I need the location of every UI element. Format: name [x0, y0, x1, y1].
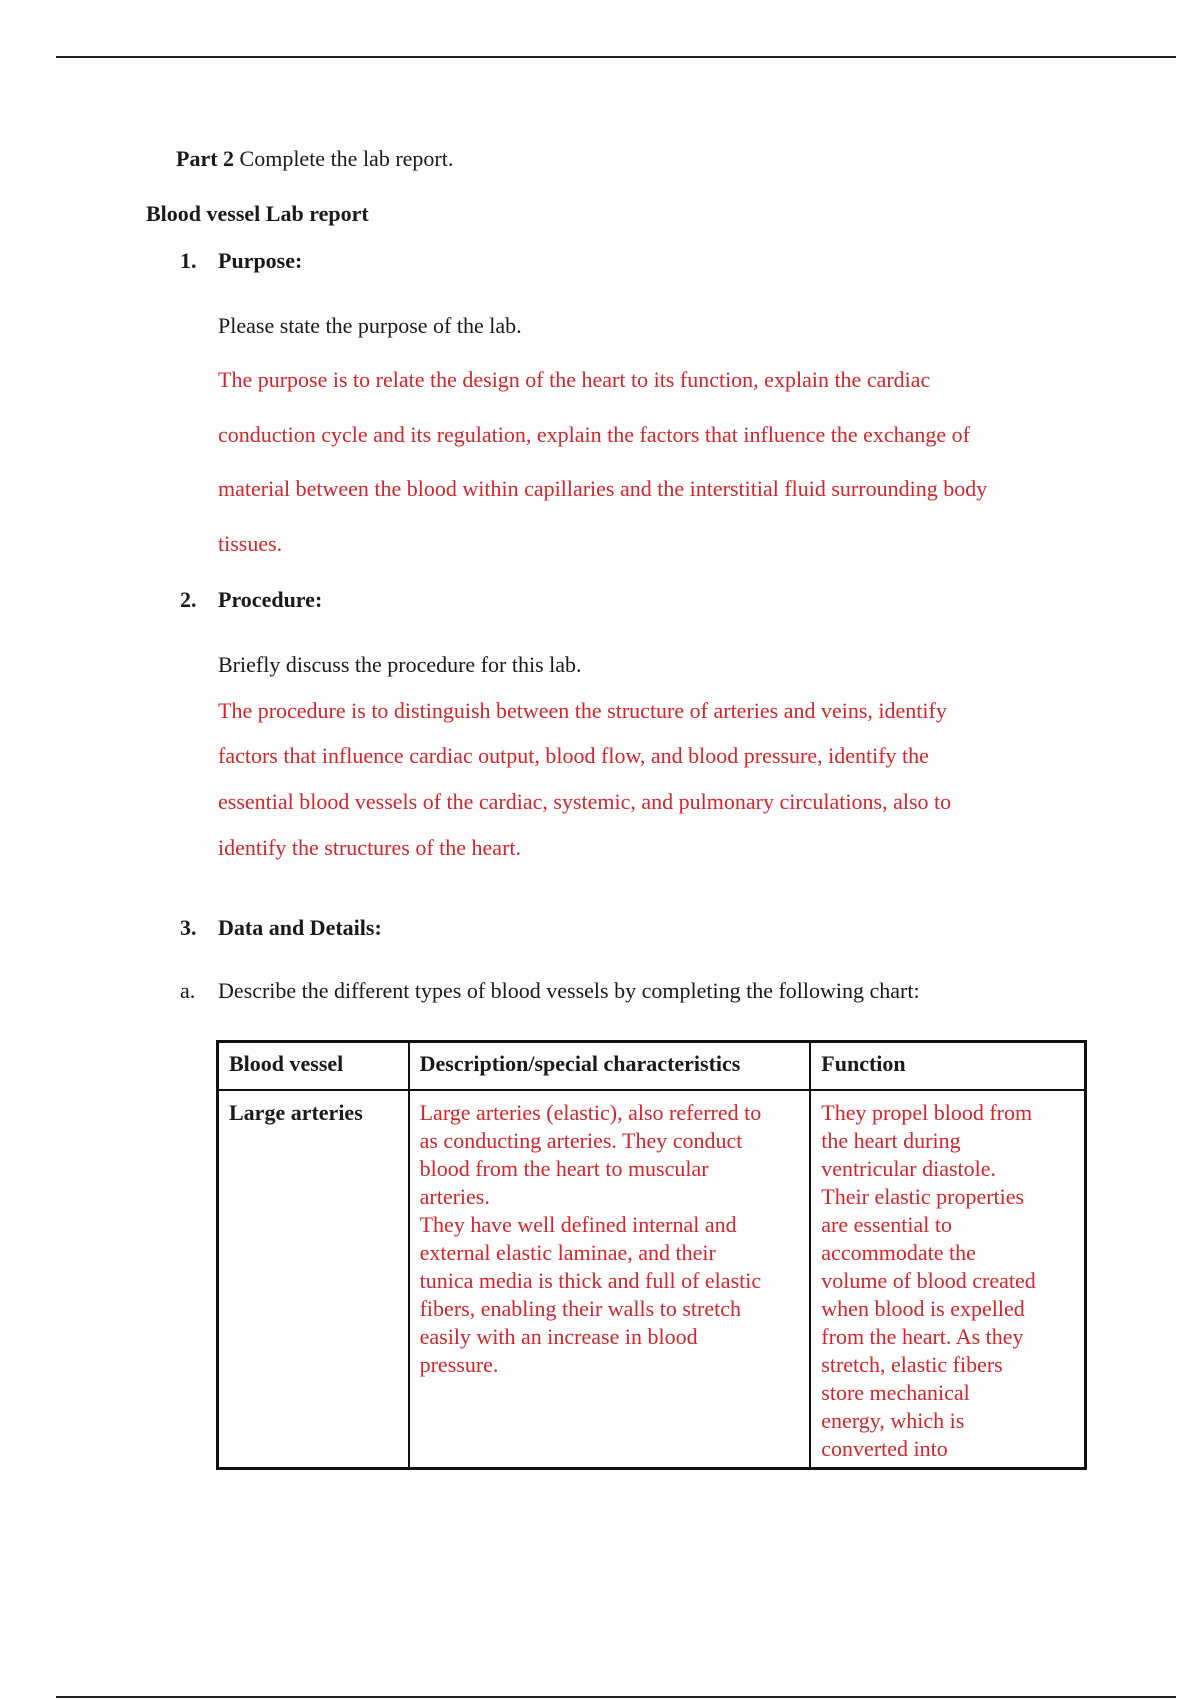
- function-line: energy, which is: [821, 1408, 965, 1433]
- section-heading-data: Data and Details:: [218, 915, 382, 940]
- description-line: easily with an increase in blood: [419, 1324, 698, 1349]
- section-number-data: 3.: [180, 915, 197, 940]
- section-number-purpose: 1.: [180, 248, 197, 273]
- function-line: when blood is expelled: [821, 1296, 1025, 1321]
- description-cell: [409, 1090, 811, 1469]
- item-letter: a.: [180, 978, 196, 1003]
- purpose-answer-line: material between the blood within capillaries and the interstitial fluid surrounding body: [218, 476, 988, 501]
- description-line: Large arteries (elastic), also referred to: [419, 1100, 762, 1125]
- purpose-prompt: Please state the purpose of the lab.: [218, 313, 522, 338]
- section-heading-procedure: Procedure:: [218, 587, 323, 612]
- purpose-answer-line: conduction cycle and its regulation, explain the factors that influence the exchange of: [218, 422, 970, 447]
- purpose-answer-line: tissues.: [218, 531, 283, 556]
- header-rule: [56, 56, 1176, 58]
- description-line: fibers, enabling their walls to stretch: [419, 1296, 741, 1321]
- procedure-answer-line: essential blood vessels of the cardiac, systemic, and pulmonary circulations, also to: [218, 789, 952, 814]
- function-line: converted into: [821, 1436, 948, 1461]
- function-line: are essential to: [821, 1212, 953, 1237]
- description-line: as conducting arteries. They conduct: [419, 1128, 743, 1153]
- procedure-answer-line: identify the structures of the heart.: [218, 835, 522, 860]
- part-label: Part 2: [176, 146, 235, 171]
- function-line: from the heart. As they: [821, 1324, 1024, 1349]
- purpose-answer-line: The purpose is to relate the design of the heart to its function, explain the cardiac: [218, 367, 931, 392]
- procedure-prompt: Briefly discuss the procedure for this lab.: [218, 652, 582, 677]
- function-line: Their elastic properties: [821, 1184, 1025, 1209]
- procedure-answer-line: The procedure is to distinguish between the structure of arteries and veins, identify: [218, 698, 947, 723]
- function-line: ventricular diastole.: [821, 1156, 997, 1181]
- part-instruction: [176, 146, 453, 172]
- description-line: external elastic laminae, and their: [419, 1240, 716, 1265]
- function-line: stretch, elastic fibers: [821, 1352, 1003, 1377]
- description-line: They have well defined internal and: [419, 1212, 737, 1237]
- report-title: Blood vessel Lab report: [146, 201, 369, 226]
- column-header: Blood vessel: [218, 1042, 409, 1091]
- section-heading-purpose: Purpose:: [218, 248, 303, 273]
- description-line: arteries.: [419, 1184, 490, 1209]
- part-text: Complete the lab report.: [239, 146, 454, 171]
- item-text: Describe the different types of blood vessels by completing the following chart:: [218, 978, 920, 1003]
- footer-rule: [56, 1696, 1176, 1698]
- description-line: blood from the heart to muscular: [419, 1156, 709, 1181]
- function-line: the heart during: [821, 1128, 961, 1153]
- table-row: [218, 1090, 1086, 1469]
- vessel-cell: Large arteries: [218, 1090, 409, 1469]
- function-line: volume of blood created: [821, 1268, 1036, 1293]
- function-line: They propel blood from: [821, 1100, 1033, 1125]
- table-header-row: [218, 1042, 1086, 1091]
- description-line: pressure.: [419, 1352, 499, 1377]
- function-cell: [810, 1090, 1085, 1469]
- function-line: accommodate the: [821, 1240, 976, 1265]
- section-number-procedure: 2.: [180, 587, 197, 612]
- description-line: tunica media is thick and full of elastic: [419, 1268, 762, 1293]
- procedure-answer-line: factors that influence cardiac output, blood flow, and blood pressure, identify the: [218, 743, 929, 768]
- function-line: store mechanical: [821, 1380, 970, 1405]
- column-header: Function: [810, 1042, 1085, 1091]
- column-header: Description/special characteristics: [409, 1042, 811, 1091]
- blood-vessel-chart: [216, 1040, 1087, 1470]
